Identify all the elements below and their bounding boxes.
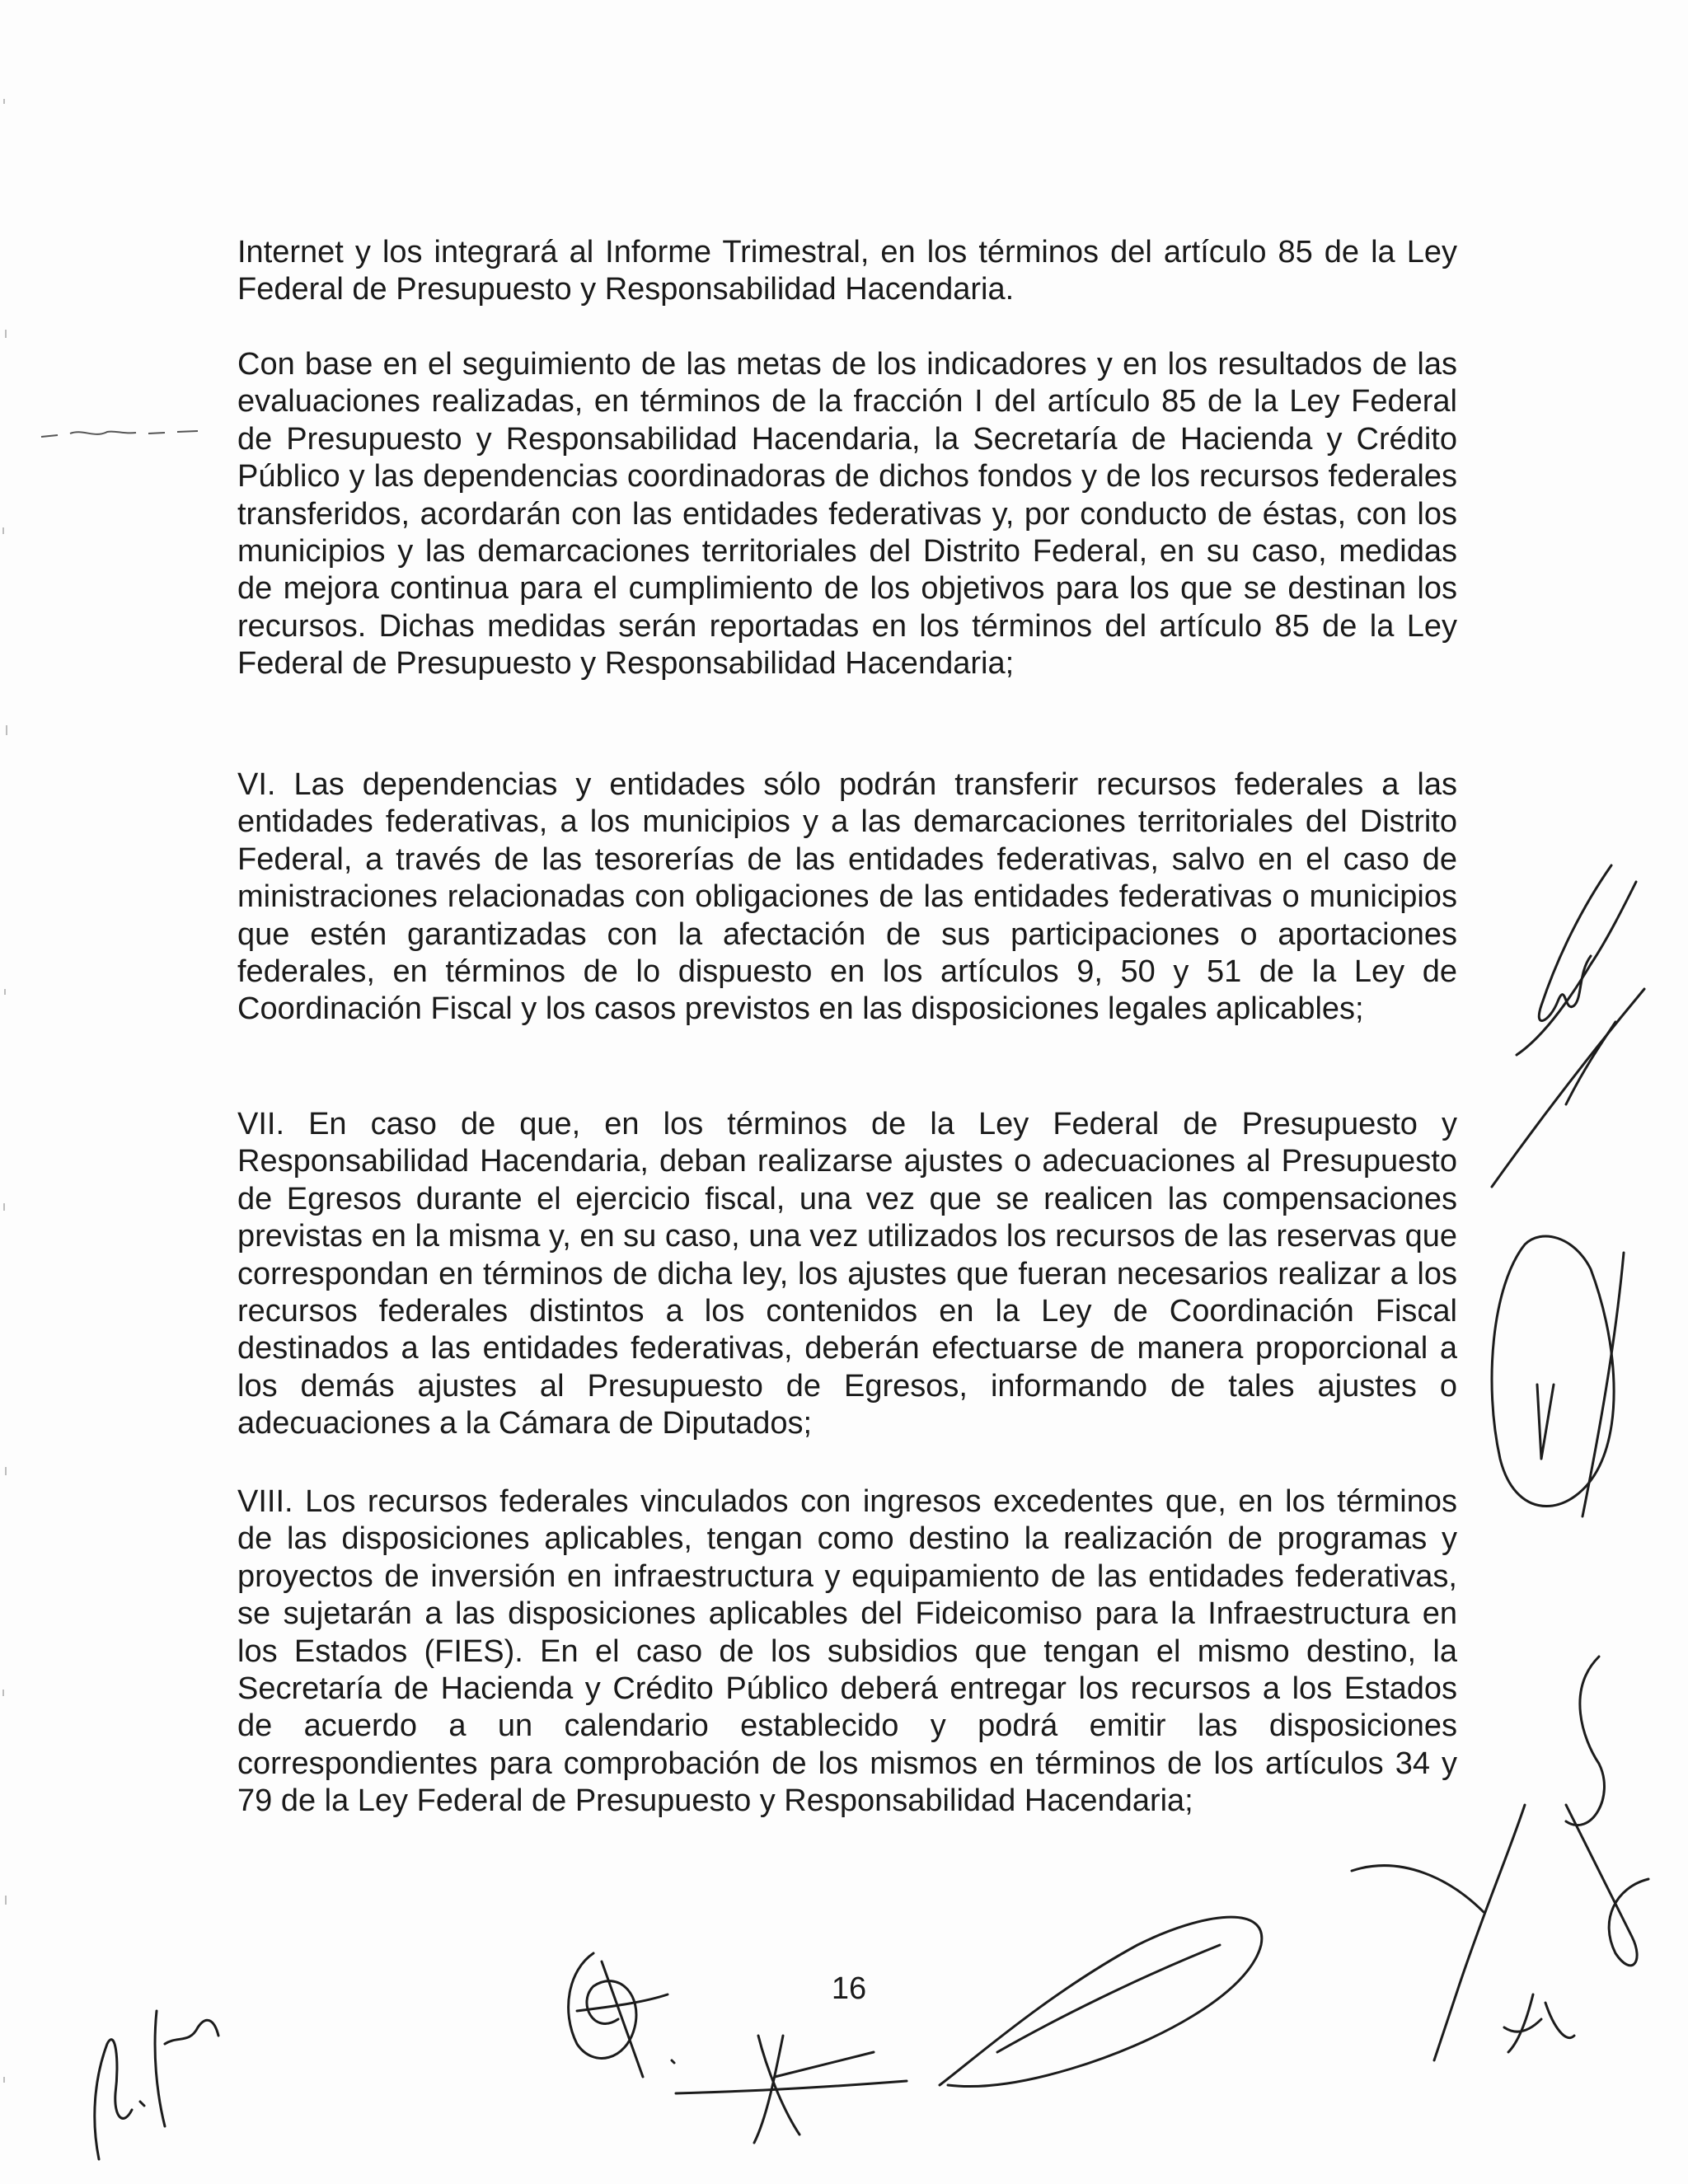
margin-scribble: [33, 412, 223, 453]
paragraph-viii: VIII. Los recursos federales vinculados con ingresos excedentes que, en los términos de las disposiciones aplicables, tengan como destino la realización de programas y proyectos de inversión en infraestructura y equipamiento de las entidades federativas, se sujetarán a las disposiciones aplicables del Fideicomiso para la Infraestructura en los Estados (FIES). En el caso de los subsidios que tengan el mismo destino, la Secretaría de Hacienda y Crédito Público deberá entregar los recursos a los Estados de acuerdo a un calendario establecido y podrá emitir las disposiciones correspondientes para comprobación de los mismos en términos de los artículos 34 y 79 de la Ley Federal de Presupuesto y Responsabilidad Hacendaria;: [237, 1484, 1457, 1819]
signature-right-top: [1467, 857, 1657, 1203]
paragraph-1: Internet y los integrará al Informe Trimestral, en los términos del artículo 85 de la Ley Federal de Presupuesto y Responsabilidad Hacendaria.: [237, 235, 1457, 307]
page-number: 16: [831, 1971, 867, 2006]
signature-bottom-center: [659, 2003, 923, 2151]
paragraph-vii: VII. En caso de que, en los términos de la Ley Federal de Presupuesto y Responsabilidad Hacendaria, deban realizarse ajustes o adecuaciones al Presupuesto de Egresos durante el ejercicio fiscal, una vez que se realicen las compensaciones previstas en la misma y, en su caso, una vez utilizados los recursos de las reservas que correspondan en términos de dicha ley, los ajustes que fueran necesarios realizar a los recursos federales distintos a los contenidos en la Ley de Coordinación Fiscal destinados a las entidades federativas, deberán efectuarse de manera proporcional a los demás ajustes al Presupuesto de Egresos, informando de tales ajustes o adecuaciones a la Cámara de Diputados;: [237, 1107, 1457, 1441]
scan-edge-noise: [0, 0, 25, 2184]
signature-right-middle: [1459, 1220, 1657, 1549]
paragraph-2: Con base en el seguimiento de las metas de los indicadores y en los resultados de las evaluaciones realizadas, en términos de la fracción I del artículo 85 de la Ley Federal de Presupuesto y Responsabilidad Hacendaria, la Secretaría de Hacienda y Crédito Público y las dependencias coordinadoras de dichos fondos y de los recursos federales transferidos, acordarán con las entidades federativas y, por conducto de éstas, con los municipios y las demarcaciones territoriales del Distrito Federal, en su caso, medidas de mejora continua para el cumplimiento de los objetivos para los que se destinan los recursos. Dichas medidas serán reportadas en los términos del artículo 85 de la Ley Federal de Presupuesto y Responsabilidad Hacendaria;: [237, 347, 1457, 682]
signature-right-bottom: [1319, 1640, 1665, 2069]
signature-bottom-right-loop: [923, 1896, 1286, 2102]
paragraph-vi: VI. Las dependencias y entidades sólo podrán transferir recursos federales a las entidades federativas, a los municipios y a las demarcaciones territoriales del Distrito Federal, a través de las tesorerías de las entidades federativas, salvo en el caso de ministraciones relacionadas con obligaciones de las entidades federativas o municipios que estén garantizadas con la afectación de sus participaciones o aportaciones federales, en términos de lo dispuesto en los artículos 9, 50 y 51 de la Ley de Coordinación Fiscal y los casos previstos en las disposiciones legales aplicables;: [237, 767, 1457, 1027]
signature-bottom-left: [74, 1961, 239, 2168]
